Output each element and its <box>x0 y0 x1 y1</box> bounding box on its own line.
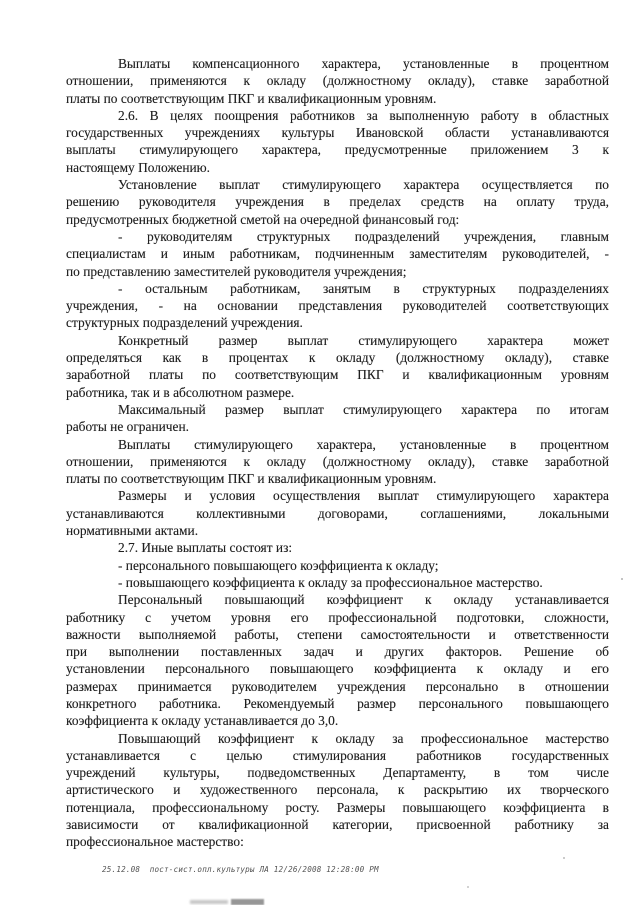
text-line: - повышающего коэффициента к окладу за профессиональное мастерство. <box>118 574 543 590</box>
paragraph <box>66 280 609 332</box>
text-line: устанавливается с целью стимулирования работников государственных <box>66 747 609 763</box>
text-line: по представлению заместителей руководителя учреждения; <box>66 263 407 279</box>
text-line: структурных подразделений учреждения. <box>66 315 303 331</box>
paragraph <box>66 574 609 591</box>
text-line: 2.7. Иные выплаты состоят из: <box>118 540 293 556</box>
text-line: Повышающий коэффициент к окладу за профессиональное мастерство <box>118 730 609 746</box>
paragraph <box>66 487 609 539</box>
paragraph <box>66 436 609 488</box>
text-line: учреждения, - на основании представления руководителей соответствующих <box>66 298 609 314</box>
text-line: устанавливаются коллективными договорами, соглашениями, локальными <box>66 505 609 521</box>
text-line: Установление выплат стимулирующего характера осуществляется по <box>118 177 609 193</box>
paragraph <box>66 591 609 729</box>
paragraph <box>66 55 609 107</box>
scan-artifact-dot <box>467 886 469 888</box>
text-line: - руководителям структурных подразделений учреждения, главным <box>118 228 609 244</box>
text-line: работы не ограничен. <box>66 419 189 435</box>
text-line: решению руководителя учреждения в пределах средств на оплату труда, <box>66 194 609 210</box>
paragraph <box>66 107 609 176</box>
text-line: Выплаты компенсационного характера, установленные в процентном <box>118 56 609 71</box>
scan-artifact-mark <box>190 900 228 904</box>
paragraph <box>66 228 609 280</box>
footer-timestamp: 25.12.08 пост-сист.опл.культуры ЛА 12/26/2008 12:28:00 PM <box>102 865 379 874</box>
text-line: определяться как в процентах к окладу (должностному окладу), ставке <box>66 350 609 366</box>
text-line: потенциала, профессиональному росту. Размеры повышающего коэффициента в <box>66 799 609 815</box>
text-line: учреждений культуры, подведомственных Департаменту, в том числе <box>66 765 609 781</box>
paragraph <box>66 730 609 851</box>
text-line: установлении персонального повышающего коэффициента к окладу и его <box>66 661 609 677</box>
text-line: конкретного работника. Рекомендуемый размер персонального повышающего <box>66 695 609 711</box>
scan-artifact-dot <box>621 578 623 580</box>
paragraph <box>66 332 609 401</box>
text-line: специалистам и иным работникам, подчиненным заместителям руководителей, - <box>66 246 609 262</box>
scan-artifact-mark <box>231 899 264 905</box>
document-body <box>66 55 609 851</box>
text-line: Конкретный размер выплат стимулирующего характера может <box>118 332 609 348</box>
text-line: работника, так и в абсолютном размере. <box>66 384 295 400</box>
text-line: работнику с учетом уровня его профессиональной подготовки, сложности, <box>66 609 609 625</box>
text-line: размерах принимается руководителем учреждения персонально в отношении <box>66 678 609 694</box>
text-line: 2.6. В целях поощрения работников за выполненную работу в областных <box>118 107 609 123</box>
text-line: отношении, применяются к окладу (должностному окладу), ставке заработной <box>66 453 609 469</box>
scan-artifact-smudge <box>190 893 264 900</box>
text-line: Персональный повышающий коэффициент к окладу устанавливается <box>118 592 609 608</box>
text-line: платы по соответствующим ПКГ и квалификационным уровням. <box>66 471 437 487</box>
text-line: Максимальный размер выплат стимулирующего характера по итогам <box>118 401 609 417</box>
text-line: заработной платы по соответствующим ПКГ и квалификационным уровням <box>66 367 609 383</box>
text-line: профессиональное мастерство: <box>66 834 244 850</box>
text-line: при выполнении поставленных задач и других факторов. Решение об <box>66 644 609 660</box>
text-line: артистического и художественного персонала, к раскрытию их творческого <box>66 782 609 798</box>
text-line: важности выполняемой работы, степени самостоятельности и ответственности <box>66 626 609 642</box>
text-line: отношении, применяются к окладу (должностному окладу), ставке заработной <box>66 73 609 89</box>
text-line: нормативными актами. <box>66 523 199 539</box>
text-line: выплаты стимулирующего характера, предусмотренные приложением 3 к <box>66 142 609 158</box>
text-line: - персонального повышающего коэффициента к окладу; <box>118 557 439 573</box>
text-line: предусмотренных бюджетной сметой на очередной финансовый год: <box>66 211 460 227</box>
paragraph <box>66 401 609 436</box>
text-line: государственных учреждениях культуры Ивановской области устанавливаются <box>66 125 609 141</box>
text-line: зависимости от квалификационной категории, присвоенной работнику за <box>66 817 609 833</box>
paragraph <box>66 539 609 556</box>
text-line: Размеры и условия осуществления выплат стимулирующего характера <box>118 488 609 504</box>
text-line: настоящему Положению. <box>66 159 211 175</box>
text-line: Выплаты стимулирующего характера, установленные в процентном <box>118 436 609 452</box>
text-line: - остальным работникам, занятым в структурных подразделениях <box>118 280 609 296</box>
paragraph <box>66 557 609 574</box>
scan-artifact-dot <box>563 857 565 859</box>
text-line: коэффициента к окладу устанавливается до 3,0. <box>66 713 339 729</box>
text-line: платы по соответствующим ПКГ и квалификационным уровням. <box>66 90 437 106</box>
paragraph <box>66 176 609 228</box>
